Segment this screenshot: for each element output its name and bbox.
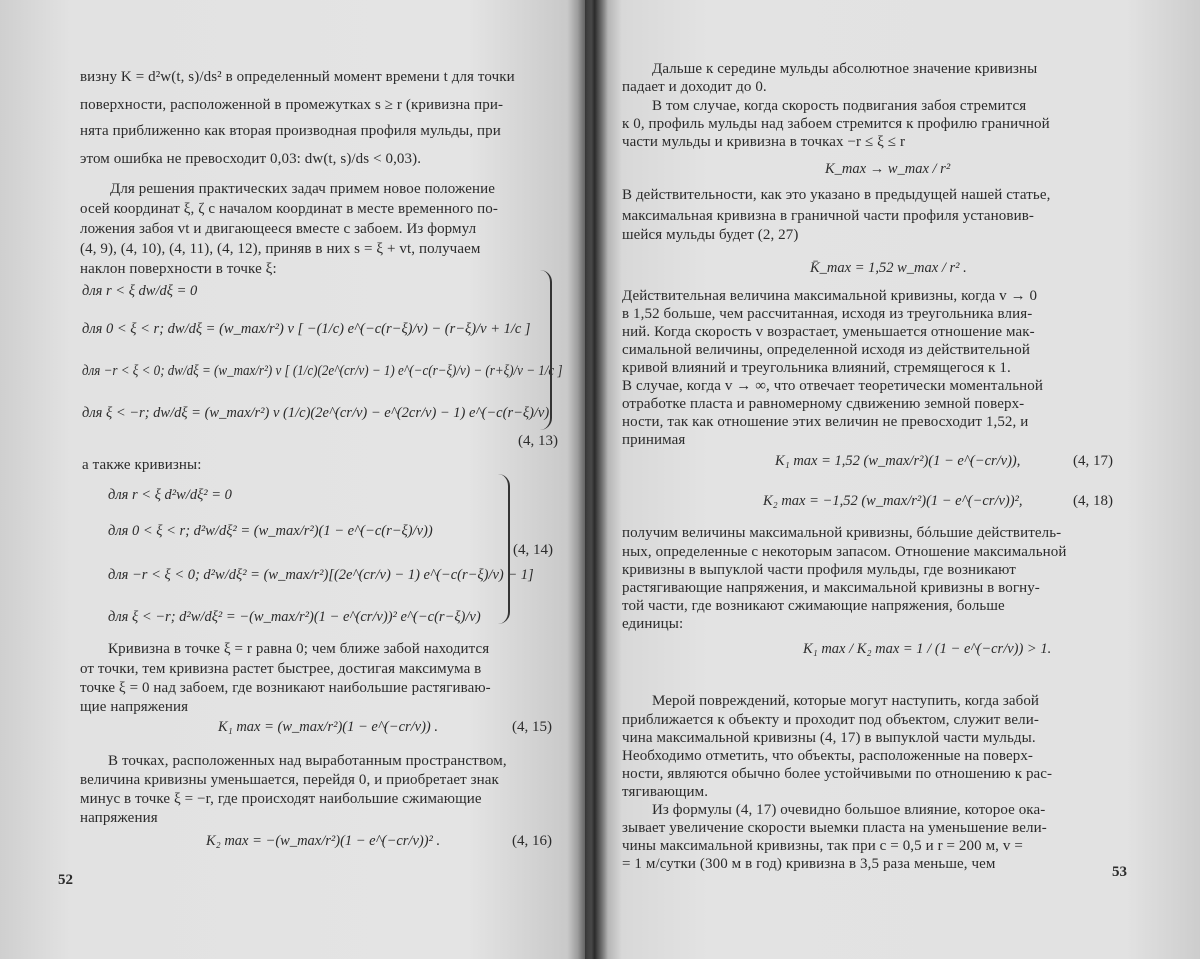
equation-line: K₁ max = (w_max/r²)(1 − e^(−cr/v)) . xyxy=(218,719,439,735)
text-line: В точках, расположенных над выработанным пространством, xyxy=(108,753,507,769)
text-line: поверхности, расположенной в промежутках s ≥ r (кривизна при- xyxy=(80,97,504,113)
equation-number: (4, 15) xyxy=(512,719,552,735)
text-line: отработке пласта и равномерному сдвижению земной поверх- xyxy=(622,396,1025,412)
text-line: этом ошибка не превосходит 0,03: dw(t, s)/ds < 0,03). xyxy=(80,151,422,167)
text-line: В действительности, как это указано в предыдущей нашей статье, xyxy=(622,187,1051,203)
text-line: ложения забоя vt и двигающееся вместе с забоем. Из формул xyxy=(80,221,477,237)
text-line: Из формулы (4, 17) очевидно большое влияние, которое ока- xyxy=(652,802,1046,818)
equation-brace xyxy=(498,474,510,624)
equation-line: K₁ max / K₂ max = 1 / (1 − e^(−cr/v)) > 1. xyxy=(803,641,1052,657)
equation-brace xyxy=(540,270,552,430)
text-line: Для решения практических задач примем новое положение xyxy=(110,181,495,197)
page-number: 52 xyxy=(58,872,73,888)
equation-line: K₂ max = −1,52 (w_max/r²)(1 − e^(−cr/v))², xyxy=(763,493,1023,509)
text-line: части мульды и кривизна в точках −r ≤ ξ ≤ r xyxy=(622,134,906,150)
text-line: В случае, когда v → ∞, что отвечает теоретически моментальной xyxy=(622,378,1044,394)
text-line: Дальше к середине мульды абсолютное значение кривизны xyxy=(652,61,1038,77)
equation-line: K̄_max = 1,52 w_max / r² . xyxy=(810,260,967,276)
text-line: визну K = d²w(t, s)/ds² в определенный момент времени t для точки xyxy=(80,69,515,85)
equation-line: K₂ max = −(w_max/r²)(1 − e^(−cr/v))² . xyxy=(206,833,441,849)
equation-number: (4, 13) xyxy=(518,433,558,449)
text-line: принимая xyxy=(622,432,686,448)
book-gutter xyxy=(578,0,608,959)
text-line: ности, являются обычно более устойчивыми по отношению к рас- xyxy=(622,766,1053,782)
text-line: ных, определенные с некоторым запасом. Отношение максимальной xyxy=(622,544,1067,560)
text-line: Необходимо отметить, что объекты, расположенные на поверх- xyxy=(622,748,1034,764)
equation-line: для r < ξ d²w/dξ² = 0 xyxy=(108,487,232,503)
equation-line: для ξ < −r; dw/dξ = (w_max/r²) v (1/c)(2e^(cr/v) − e^(2cr/v) − 1) e^(−c(r−ξ)/v) xyxy=(82,405,550,421)
text-line: осей координат ξ, ζ с началом координат в месте временного по- xyxy=(80,201,498,217)
equation-line: для r < ξ dw/dξ = 0 xyxy=(82,283,198,299)
text-line: щие напряжения xyxy=(80,699,189,715)
text-line: Мерой повреждений, которые могут наступить, когда забой xyxy=(652,693,1040,709)
equation-line: для 0 < ξ < r; dw/dξ = (w_max/r²) v [ −(1/c) e^(−c(r−ξ)/v) − (r−ξ)/v + 1/c ] xyxy=(82,321,531,337)
text-line: растягивающие напряжения, и максимальной кривизны в вогну- xyxy=(622,580,1040,596)
text-line: ний. Когда скорость v возрастает, уменьшается отношение мак- xyxy=(622,324,1035,340)
text-line: приближается к объекту и проходит под объектом, служит вели- xyxy=(622,712,1039,728)
text-line: (4, 9), (4, 10), (4, 11), (4, 12), приняв в них s = ξ + vt, получаем xyxy=(80,241,481,257)
text-line: чина максимальной кривизны (4, 17) в выпуклой части мульды. xyxy=(622,730,1036,746)
text-line: в 1,52 больше, чем рассчитанная, исходя из треугольника влия- xyxy=(622,306,1033,322)
text-line: = 1 м/сутки (300 м в год) кривизна в 3,5 раза меньше, чем xyxy=(622,856,996,872)
text-line: величина кривизны уменьшается, перейдя 0, и приобретает знак xyxy=(80,772,499,788)
text-line: Кривизна в точке ξ = r равна 0; чем ближе забой находится xyxy=(108,641,490,657)
text-line: единицы: xyxy=(622,616,684,632)
text-line: кривизны в выпуклой части профиля мульды, где возникают xyxy=(622,562,1016,578)
text-line: симальной величины, определенной исходя из действительной xyxy=(622,342,1030,358)
text-line: точке ξ = 0 над забоем, где возникают наибольшие растягиваю- xyxy=(80,680,491,696)
text-line: наклон поверхности в точке ξ: xyxy=(80,261,277,277)
text-line: ности, так как отношение этих величин не превосходит 1,52, и xyxy=(622,414,1029,430)
text-line: В том случае, когда скорость подвигания забоя стремится xyxy=(652,98,1027,114)
text-line: а также кривизны: xyxy=(82,457,202,473)
text-line: максимальная кривизна в граничной части профиля установив- xyxy=(622,208,1034,224)
equation-line: для −r < ξ < 0; dw/dξ = (w_max/r²) v [ (1/c)(2e^(cr/v) − 1) e^(−c(r−ξ)/v) − (r+ξ)/v − 1/c ] xyxy=(82,363,563,379)
left-page xyxy=(0,0,585,959)
equation-number: (4, 16) xyxy=(512,833,552,849)
text-line: той части, где возникают сжимающие напряжения, больше xyxy=(622,598,1005,614)
equation-number: (4, 17) xyxy=(1073,453,1113,469)
text-line: получим величины максимальной кривизны, бóльшие действитель- xyxy=(622,525,1062,541)
equation-line: для −r < ξ < 0; d²w/dξ² = (w_max/r²)[(2e^(cr/v) − 1) e^(−c(r−ξ)/v) − 1] xyxy=(108,567,534,583)
text-line: шейся мульды будет (2, 27) xyxy=(622,227,799,243)
text-line: кривой влияний и треугольника влияний, стремящегося к 1. xyxy=(622,360,1011,376)
text-line: минус в точке ξ = −r, где происходят наибольшие сжимающие xyxy=(80,791,482,807)
equation-line: для 0 < ξ < r; d²w/dξ² = (w_max/r²)(1 − e^(−c(r−ξ)/v)) xyxy=(108,523,433,539)
equation-number: (4, 14) xyxy=(513,542,553,558)
text-line: тягивающим. xyxy=(622,784,709,800)
text-line: от точки, тем кривизна растет быстрее, достигая максимума в xyxy=(80,661,482,677)
right-page xyxy=(585,0,1200,959)
text-line: нята приближенно как вторая производная профиля мульды, при xyxy=(80,123,501,139)
equation-line: K₁ max = 1,52 (w_max/r²)(1 − e^(−cr/v)), xyxy=(775,453,1021,469)
text-line: Действительная величина максимальной кривизны, когда v → 0 xyxy=(622,288,1038,304)
equation-number: (4, 18) xyxy=(1073,493,1113,509)
text-line: напряжения xyxy=(80,810,158,826)
text-line: к 0, профиль мульды над забоем стремится к профилю граничной xyxy=(622,116,1050,132)
equation-line: для ξ < −r; d²w/dξ² = −(w_max/r²)(1 − e^(cr/v))² e^(−c(r−ξ)/v) xyxy=(108,609,481,625)
text-line: зывает увеличение скорости выемки пласта на уменьшение вели- xyxy=(622,820,1047,836)
page-number: 53 xyxy=(1112,864,1127,880)
equation-line: K_max → w_max / r² xyxy=(825,161,951,177)
text-line: чины максимальной кривизны, так при c = 0,5 и r = 200 м, v = xyxy=(622,838,1023,854)
text-line: падает и доходит до 0. xyxy=(622,79,767,95)
